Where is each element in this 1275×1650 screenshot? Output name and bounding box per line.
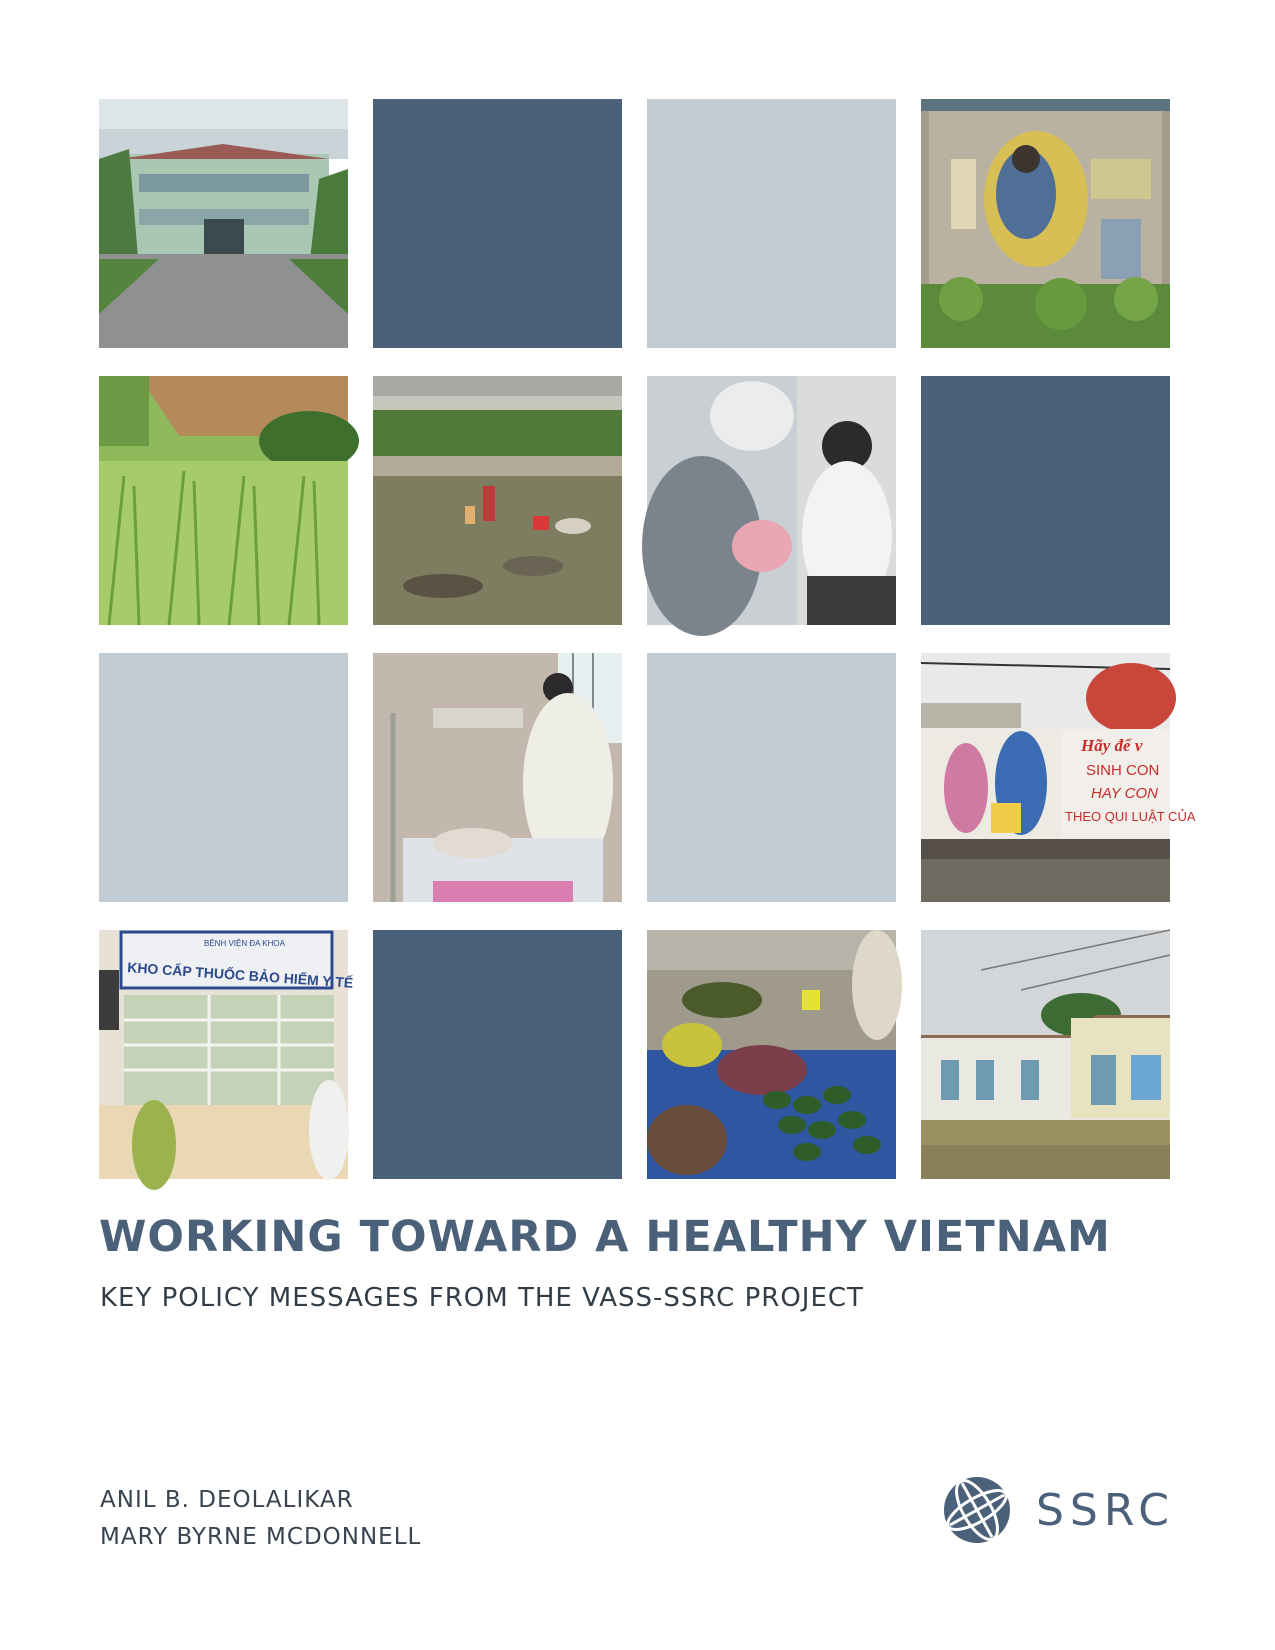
billboard-line-2: SINH CON (1086, 762, 1160, 779)
ssrc-logo-text: SSRC (1036, 1484, 1175, 1536)
author-name: MARY BYRNE MCDONNELL (100, 1524, 422, 1550)
light-gray-tile (647, 653, 896, 902)
dark-blue-tile (373, 930, 622, 1179)
photo-corn-field (99, 376, 348, 625)
cover-photo-grid (99, 99, 1196, 1179)
page-title: WORKING TOWARD A HEALTHY VIETNAM (99, 1212, 1111, 1262)
ssrc-logo (942, 1475, 1175, 1545)
photo-weathered-health-mural (921, 99, 1170, 348)
billboard-line-1: Hãy để v (1081, 736, 1143, 755)
page-subtitle: KEY POLICY MESSAGES FROM THE VASS-SSRC PROJECT (100, 1283, 864, 1313)
dark-blue-tile (373, 99, 622, 348)
billboard-line-3: HAY CON (1091, 785, 1158, 802)
light-gray-tile (99, 653, 348, 902)
photo-health-clinic-building (99, 99, 348, 348)
pharmacy-sign-small: BỆNH VIỆN ĐA KHOA (204, 939, 285, 948)
photo-river-under-bridge (373, 376, 622, 625)
photo-market-produce (647, 930, 896, 1179)
dark-blue-tile (921, 376, 1170, 625)
globe-icon (942, 1475, 1012, 1545)
photo-rural-health-station (921, 930, 1170, 1179)
light-gray-tile (647, 99, 896, 348)
billboard-line-4: THEO QUI LUẬT CỦA (1065, 809, 1196, 824)
author-list (100, 1482, 421, 1556)
photo-nurse-with-mother-and-baby (647, 376, 896, 625)
photo-family-planning-billboard (921, 653, 1196, 902)
author-name: ANIL B. DEOLALIKAR (100, 1487, 354, 1513)
pharmacy-sign-main: KHO CẤP THUỐC BẢO HIỂM Y TẾ (126, 959, 354, 991)
photo-pharmacy-counter (99, 930, 354, 1179)
photo-nurse-with-infant-warmer (373, 653, 622, 902)
